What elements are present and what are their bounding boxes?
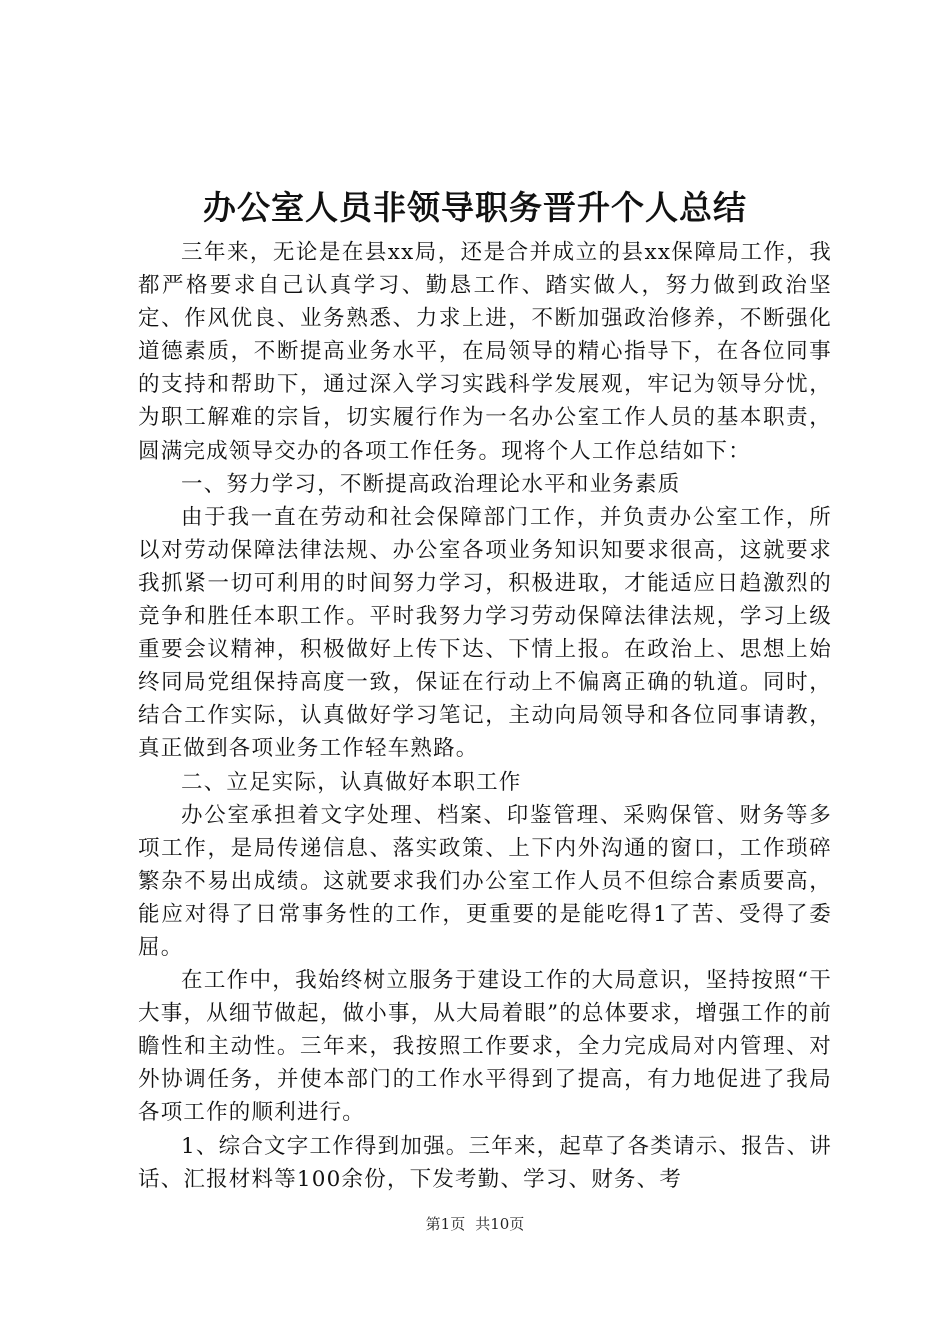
section-heading-1: 一、努力学习，不断提高政治理论水平和业务素质 [181,471,681,497]
paragraph-study: 由于我一直在劳动和社会保障部门工作，并负责办公室工作，所以对劳动保障法律法规、办公室各项业务知识知要求很高，这就要求我抓紧一切可利用的时间努力学习，积极进取，才能适应日趋激烈的竞争和胜任本职工作。平时我努力学习劳动保障法律法规，学习上级重要会议精神，积极做好上传下达、下情上报。在政治上、思想上始终同局党组保持高度一致，保证在行动上不偏离正确的轨道。同时，结合工作实际，认真做好学习笔记，主动向局领导和各位同事请教，真正做到各项业务工作轻车熟路。 [138,504,832,762]
page-number: 第1页 [425,1215,466,1233]
paragraph-intro: 三年来，无论是在县xx局，还是合并成立的县xx保障局工作，我都严格要求自己认真学习、勤恳工作、踏实做人，努力做到政治坚定、作风优良、业务熟悉、力求上进，不断加强政治修养，不断强化道德素质，不断提高业务水平，在局领导的精心指导下，在各位同事的支持和帮助下，通过深入学习实践科学发展观，牢记为领导分忧，为职工解难的宗旨，切实履行作为一名办公室工作人员的基本职责，圆满完成领导交办的各项工作任务。现将个人工作总结如下： [138,240,832,464]
paragraph-work-approach: 在工作中，我始终树立服务于建设工作的大局意识，坚持按照“干大事，从细节做起，做小事，从大局着眼”的总体要求，增强工作的前瞻性和主动性。三年来，我按照工作要求，全力完成局对内管理、对外协调任务，并使本部门的工作水平得到了提高，有力地促进了我局各项工作的顺利进行。 [138,968,832,1126]
section-heading-2: 二、立足实际，认真做好本职工作 [181,769,522,795]
paragraph-office-duties: 办公室承担着文字处理、档案、印鉴管理、采购保管、财务等多项工作，是局传递信息、落实政策、上下内外沟通的窗口，工作琐碎繁杂不易出成绩。这就要求我们办公室工作人员不但综合素质要高，能应对得了日常事务性的工作，更重要的是能吃得1了苦、受得了委屈。 [138,802,832,960]
document-body [138,236,832,1196]
paragraph-writing-work: 1、综合文字工作得到加强。三年来，起草了各类请示、报告、讲话、汇报材料等100余份，下发考勤、学习、财务、考 [138,1133,832,1192]
page-footer [0,1214,950,1234]
page-total: 共10页 [475,1215,525,1233]
document-title: 办公室人员非领导职务晋升个人总结 [203,188,747,227]
